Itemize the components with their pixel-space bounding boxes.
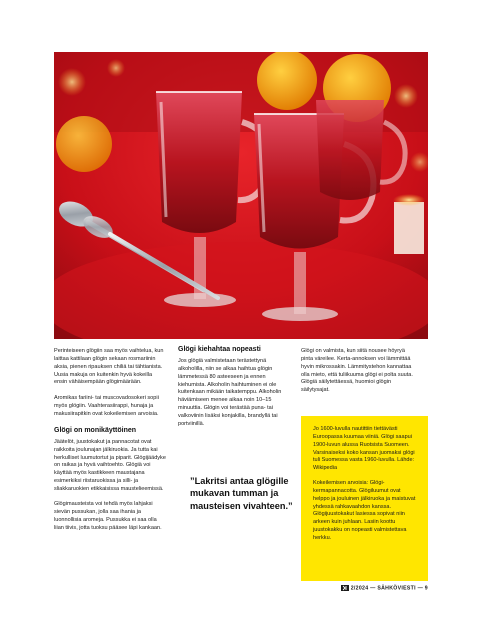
paragraph: Jäätelöt, juustokakut ja pannacotat ovat raikkoita joulunajan jälkiruokia. Ja tutta kai herkulliset luumutortut ja piparit. Glögijäädyke on raikas ja hyvä vaihtoehto. Glögiä voi käyttää myös kastikkeen maustajana esimerkiksi riistaruokissa ja silli- ja sliakkaruokien etikkaisissa maustelieemissä. bbox=[54, 438, 166, 492]
pull-quote: ”Lakritsi antaa glögille mukavan tumman ja mausteisen vivahteen.” bbox=[190, 476, 293, 511]
page-footer bbox=[341, 585, 428, 591]
paragraph: Jos glögiä valmistetaan terästettynä alkoholilla, niin se alkaa haihtua glögin lämmetessä 80 asteeseen ja ennen kiehumista. Alkoholin haihtuminen ei ole kuitenkaan mikään taikatemppu. Alkoholin häviämiseen menee aikaa noin 10–15 minuuttia. Glögin voi terästää puna- tai valkoviinin lisäksi konjakilla, brandyllä tai portviinillä. bbox=[178, 358, 282, 427]
text-column-3 bbox=[301, 348, 413, 403]
footer-text: 2/2024 — SÄHKÖVIESTI — 9 bbox=[350, 585, 428, 592]
section-heading: Glögi on monikäyttöinen bbox=[54, 426, 137, 434]
paragraph: Perinteiseen glögiin saa myös vaihtelua, kun laittaa kattilaan glögin sekaan rosmariinin aksia, pienen ripauksen chiliä tai tähtianista. Uusia makuja on kuitenkin hyvä kokeilla ensin vähäisempään glögimäärään. bbox=[54, 348, 164, 386]
info-box-paragraph: Jo 1600-luvulla nautittiin tiettävästi Euroopassa kuumaa viiniä. Glögi saapui 1900-luvun alussa Ruotsista Suomeen. Varsinaiseksi koko kansan juomaksi glögi tuli Suomessa vasta 1960-luvulla. Lähde: Wikipedia bbox=[313, 426, 415, 472]
paragraph: Glögi on valmista, kun siitä nousee höyryä pinta väreilee. Kerta-annoksen voi lämmittää hyvin mikrossakin. Lämmitystehon kannattaa olla mieto, että tuliikuuma glögi ei polta suuta. Glögiä säilytettäessä, huomioi glögin säilytysajat. bbox=[301, 348, 413, 394]
info-box bbox=[301, 416, 428, 581]
paragraph: Glögimausteista voi tehdä myös lahjaksi sievän pussukan, jolla saa ihania ja luonnollisia aromeja. Pussukka ei saa olla liian tiivis, jotta tuoksu pääsee läpi kankaan. bbox=[54, 501, 162, 531]
text-column-2 bbox=[178, 348, 290, 436]
info-box-paragraph: Kokeilemisen arvoisia: Glögi-kermapannacotta. Glögiluumut ovat helppo ja jouluinen jälkiruoka ja maistuvat yhdessä rahkavaahdon kanssa. Glögijuustokakut lasiessa sopivat niin arkeen kuin juhlaan. Lasiin koottu juustokakku on nopeasti valmistettava herkku. bbox=[313, 480, 416, 541]
paragraph: Aromikas fariini- tai muscovadosokeri sopii myös glögiin. Vaahterasiirappi, hunaja ja makusiirapitkin ovat kokeilemisen arvoisia. bbox=[54, 394, 159, 417]
mulled-wine-photo bbox=[54, 52, 428, 339]
text-column-1 bbox=[54, 348, 166, 540]
section-heading: Glögi kiehahtaa nopeasti bbox=[178, 346, 261, 353]
magazine-logo-icon bbox=[341, 585, 349, 591]
